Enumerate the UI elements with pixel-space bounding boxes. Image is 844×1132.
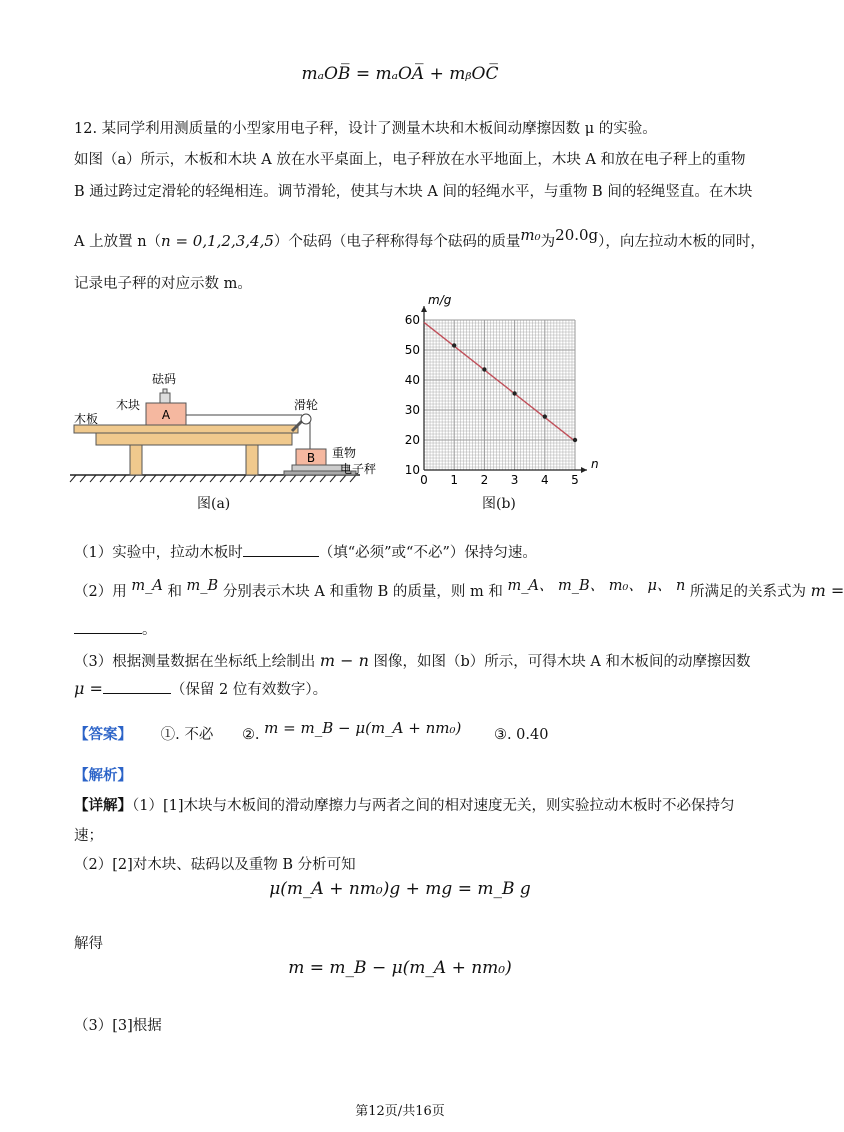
label-scale: 电子秤 <box>340 462 377 476</box>
sub-question-3-blank <box>74 678 327 699</box>
question-line-2: 如图（a）所示，木板和木块 A 放在水平桌面上，电子秤放在水平地面上，木块 A 和放在电子秤上的重物 <box>74 152 746 168</box>
table-leg-left <box>130 445 142 475</box>
detail-tag: 【详解】 <box>74 797 132 814</box>
label-board: 木板 <box>74 412 99 426</box>
q3-mu: μ = <box>74 679 103 698</box>
ground-hatching <box>70 475 356 482</box>
data-point <box>482 367 486 371</box>
q1-text-a: （1）实验中，拉动木板时 <box>74 545 243 561</box>
question-line-5: 记录电子秤的对应示数 m。 <box>74 276 252 292</box>
answer-2-formula: m = m_B − μ(m_A + nm₀) <box>264 719 462 737</box>
q2-text-c: 分别表示木块 A 和重物 B 的质量，则 m 和 <box>222 584 503 600</box>
q2-text-b: 和 <box>167 584 182 600</box>
y-tick-label: 40 <box>404 373 420 387</box>
data-point <box>573 438 577 442</box>
equation-1: μ(m_A + nm₀)g + mg = m_B g <box>269 879 531 899</box>
q2-m: m = <box>810 581 844 600</box>
q1-text-b: （填“必须”或“不必”）保持匀速。 <box>318 545 537 561</box>
equation-2: m = m_B − μ(m_A + nm₀) <box>288 958 512 978</box>
answer-3: ③. 0.40 <box>493 727 549 743</box>
top-equation-text: mₐOB̅ = mₐOA̅ + mᵦOC̅ <box>301 64 499 84</box>
label-weights: 砝码 <box>152 372 177 386</box>
label-block: 木块 <box>116 398 141 412</box>
n-range: n = 0,1,2,3,4,5 <box>161 232 274 250</box>
block-b-label: B <box>306 451 316 465</box>
answer-tag: 【答案】 <box>74 726 132 743</box>
block-a-label: A <box>161 408 171 422</box>
x-axis-label: n <box>591 457 599 471</box>
y-axis-arrow <box>421 306 427 312</box>
y-tick-label: 50 <box>404 343 420 357</box>
q-line4d: ），向左拉动木板的同时， <box>598 234 765 250</box>
label-heavy: 重物 <box>332 446 357 460</box>
answer-1: ①. 不必 <box>160 727 214 743</box>
q2-text-d: 所满足的关系式为 <box>689 584 806 600</box>
y-axis-label: m/g <box>428 293 452 307</box>
label-pulley: 滑轮 <box>294 398 319 412</box>
q2-blank <box>74 619 142 634</box>
sub-question-2-blank <box>74 618 157 639</box>
q2-end: 。 <box>142 622 157 638</box>
q2-mB: m_B <box>186 578 219 594</box>
q3-text-a: （3）根据测量数据在坐标纸上绘制出 <box>74 654 316 670</box>
analysis-p1b: 速； <box>74 828 103 844</box>
x-tick-label: 2 <box>480 473 489 487</box>
question-line-4 <box>74 226 765 251</box>
analysis-p1-text: （1）[1]木块与木板间的滑动摩擦力与两者之间的相对速度无关，则实验拉动木板时不必保持匀 <box>132 798 735 814</box>
m0-symbol: m₀ <box>520 226 541 244</box>
y-tick-label: 30 <box>404 403 420 417</box>
q2-mA: m_A <box>131 578 163 594</box>
page-footer: 第12页/共16页 <box>355 1104 445 1119</box>
q2-text-a: （2）用 <box>74 584 127 600</box>
analysis-tag <box>74 764 132 785</box>
q2-variables: m_A、 m_B、 m₀、 μ、 n <box>507 578 686 594</box>
q-line4c: 为 <box>540 234 556 250</box>
q3-blank <box>103 679 171 694</box>
q-line4a: A 上放置 n（ <box>74 234 162 250</box>
analysis-p2: （2）[2]对木块、砝码以及重物 B 分析可知 <box>74 857 356 873</box>
question-line-3: B 通过跨过定滑轮的轻绳相连。调节滑轮，使其与木块 A 间的轻绳水平，与重物 B 间的轻绳竖直。在木块 <box>74 184 753 200</box>
analysis-p3: （3）[3]根据 <box>74 1018 162 1034</box>
x-tick-label: 0 <box>420 473 428 487</box>
weight <box>160 393 170 403</box>
x-tick-label: 1 <box>450 473 459 487</box>
x-tick-label: 4 <box>540 473 549 487</box>
pulley-wheel <box>301 414 311 424</box>
y-tick-label: 20 <box>404 433 420 447</box>
sub-question-1 <box>74 541 537 562</box>
analysis-p1 <box>74 794 735 815</box>
y-tick-label: 60 <box>404 313 420 327</box>
table-leg-right <box>246 445 258 475</box>
figure-a-caption: 图(a) <box>197 496 231 512</box>
q3-text-b: 图像，如图（b）所示，可得木块 A 和木板间的动摩擦因数 <box>373 654 751 670</box>
data-point <box>512 391 516 395</box>
data-point <box>452 343 456 347</box>
sub-question-3 <box>74 650 751 671</box>
figure-a <box>70 365 410 515</box>
wooden-board <box>74 425 298 433</box>
q3-text-c: （保留 2 位有效数字）。 <box>170 682 328 698</box>
figure-b-chart <box>400 290 600 490</box>
data-point <box>543 414 547 418</box>
figure-b-caption: 图(b) <box>482 496 516 512</box>
q1-blank <box>243 542 319 557</box>
sub-question-2 <box>74 574 844 601</box>
table-top <box>96 433 292 445</box>
y-tick-label: 10 <box>404 463 420 477</box>
q-line4b: ）个砝码（电子秤称得每个砝码的质量 <box>273 234 521 250</box>
answer-row <box>74 719 548 744</box>
weight-knob <box>163 389 167 393</box>
answer-2-prefix: ②. <box>241 727 260 743</box>
top-equation <box>0 64 800 84</box>
q3-math: m − n <box>319 651 369 670</box>
x-tick-label: 5 <box>571 473 579 487</box>
analysis-tag-text: 【解析】 <box>74 767 132 784</box>
m0-value: 20.0g <box>555 226 599 244</box>
question-line-1: 12. 某同学利用测质量的小型家用电子秤，设计了测量木块和木板间动摩擦因数 μ 的实验。 <box>74 121 657 137</box>
solve-label: 解得 <box>74 936 103 952</box>
x-axis-arrow <box>581 467 587 473</box>
x-tick-label: 3 <box>510 473 519 487</box>
